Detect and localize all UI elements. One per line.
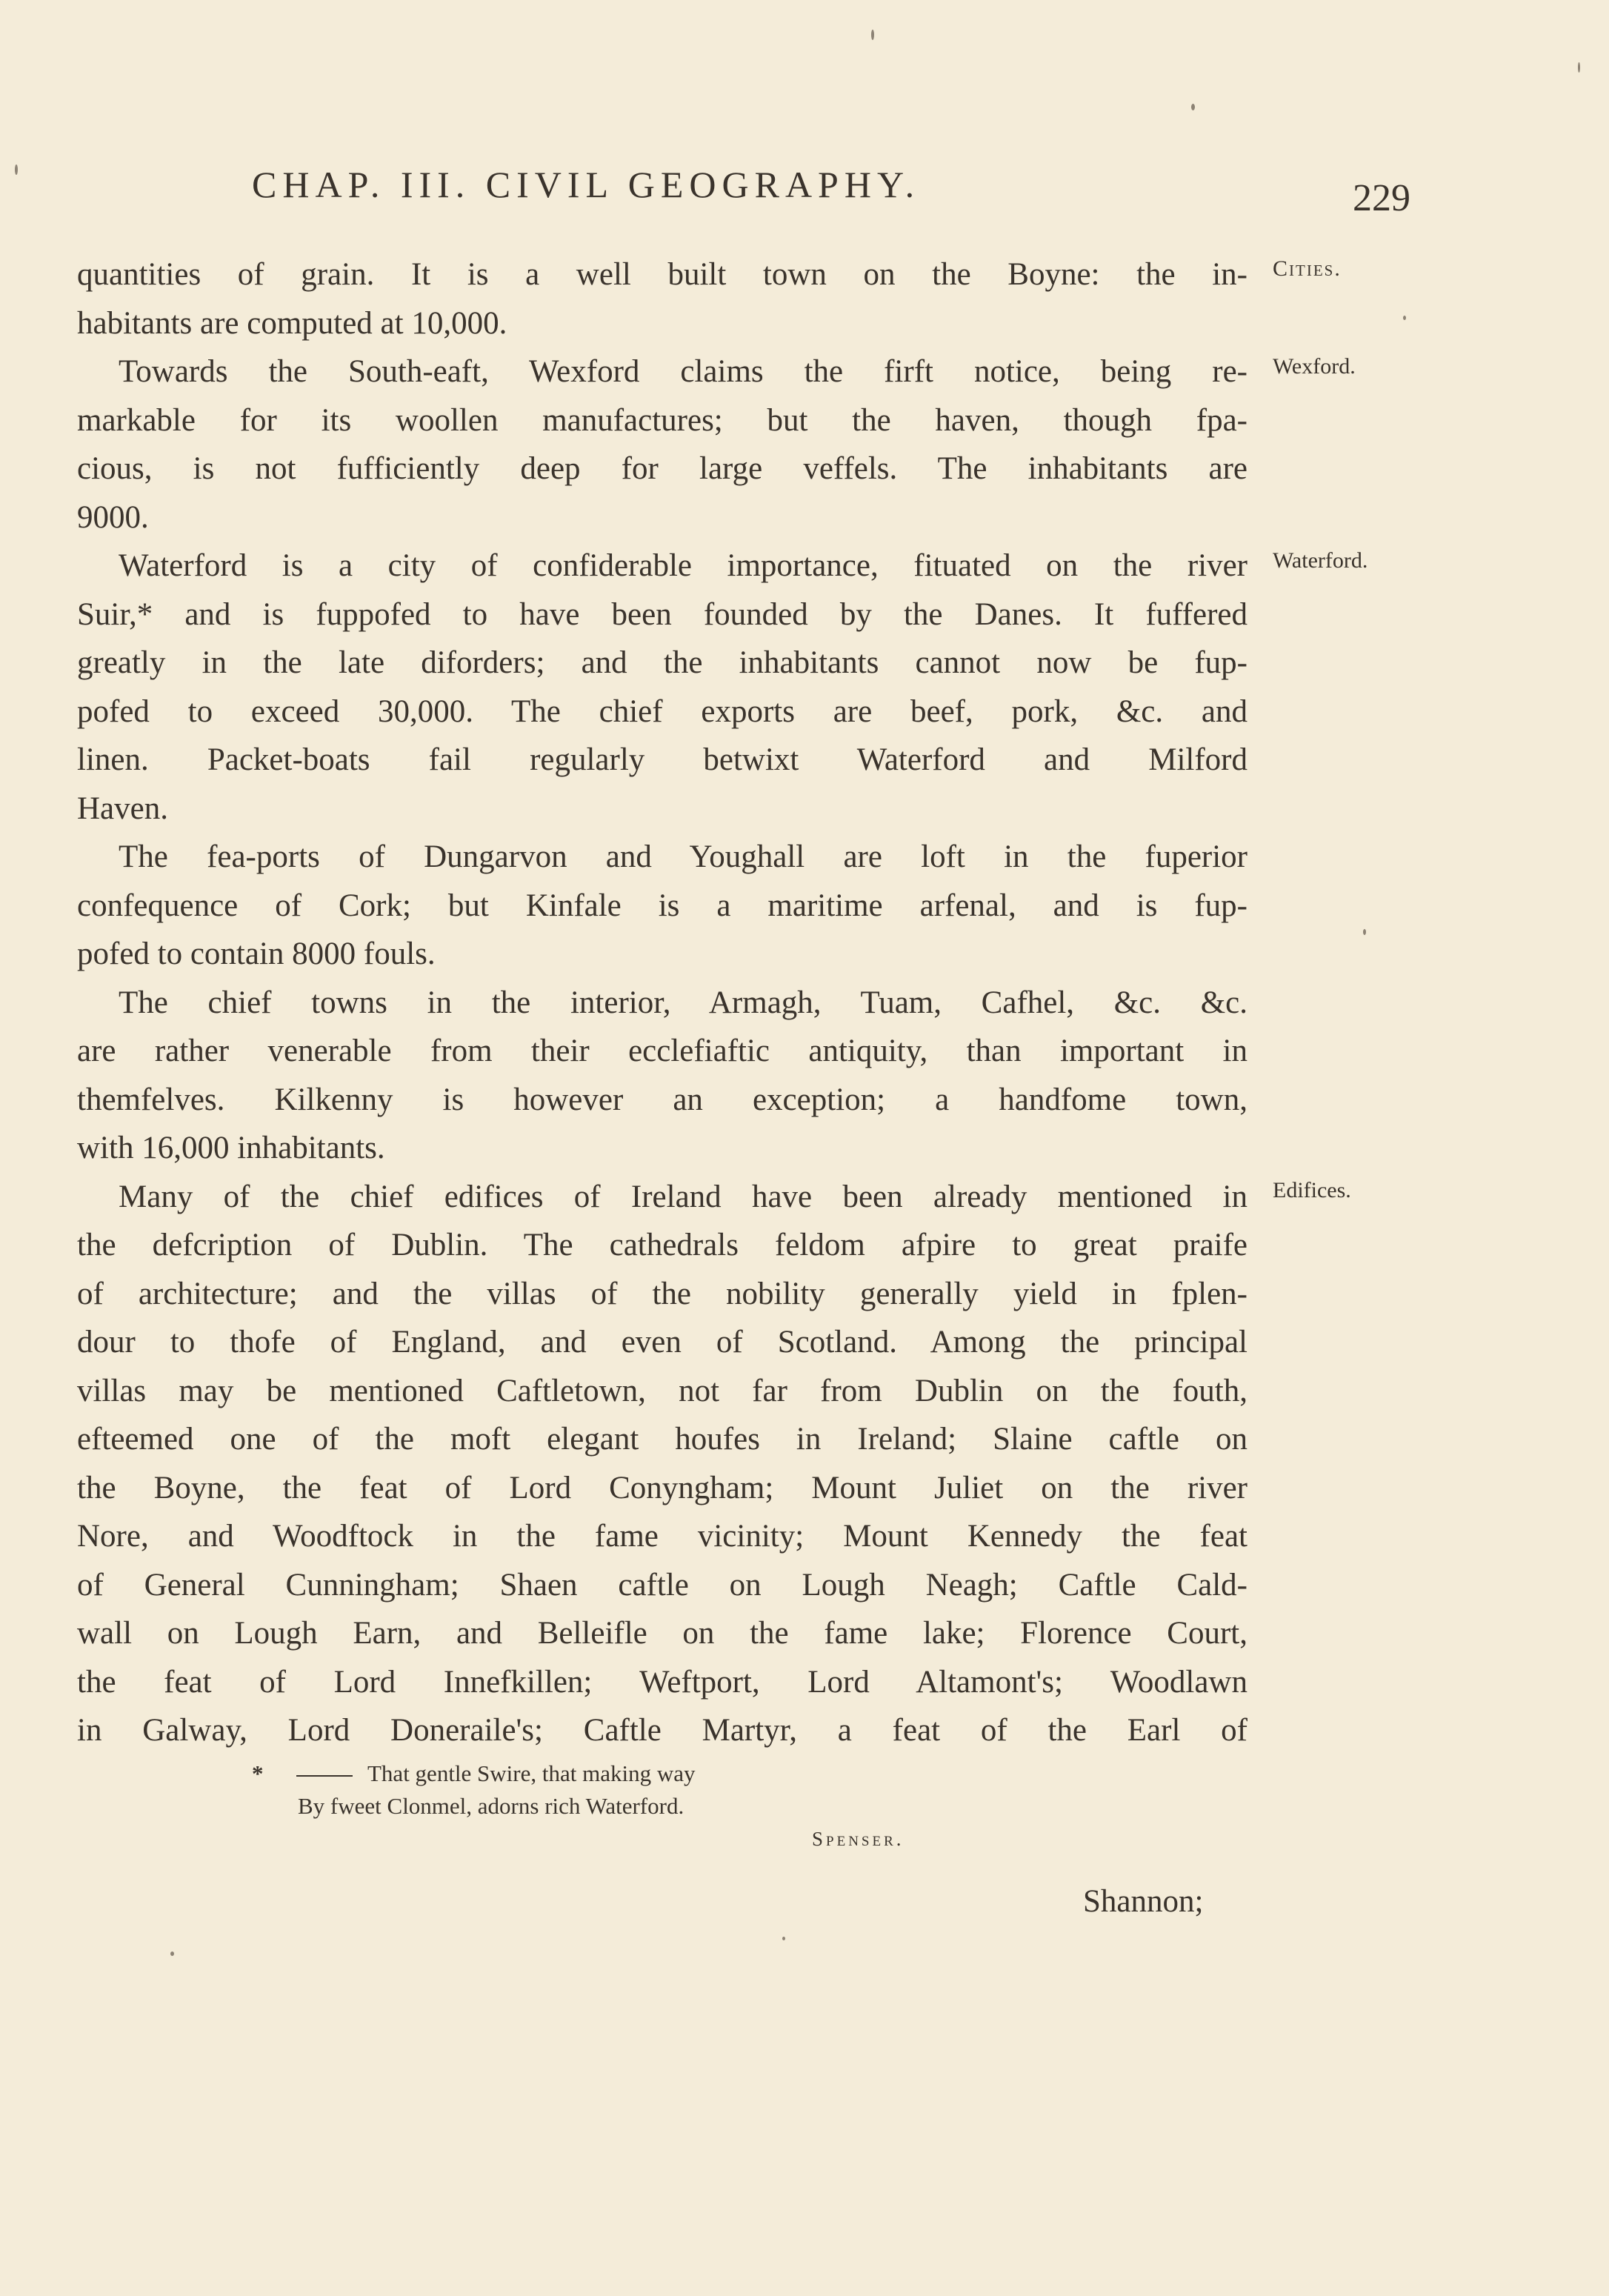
text-line: of architecture; and the villas of the nobility generally yield in fplen- [77,1276,1247,1311]
text-line: the feat of Lord Innefkillen; Weftport, Lord Altamont's; Woodlawn [77,1664,1247,1700]
text-line: habitants are computed at 10,000. [77,305,507,341]
text-line: in Galway, Lord Doneraile's; Caftle Martyr, a feat of the Earl of [77,1713,1247,1748]
side-note-waterford: Waterford. [1273,548,1368,573]
paper-speck [15,164,18,175]
text-line: greatly in the late diforders; and the inhabitants cannot now be fup- [77,645,1247,680]
text-line: Haven. [77,791,168,826]
side-note-edifices: Edifices. [1273,1178,1351,1202]
catchword: Shannon; [1083,1884,1204,1919]
side-note-wexford: Wexford. [1273,354,1356,379]
text-line: The chief towns in the interior, Armagh, Tuam, Cafhel, &c. &c. [119,985,1247,1020]
text-line: linen. Packet-boats fail regularly betwixt Waterford and Milford [77,742,1247,777]
text-line: markable for its woollen manufactures; but the haven, though fpa- [77,402,1247,438]
text-line: pofed to contain 8000 fouls. [77,936,436,971]
footnote-verse-1: That gentle Swire, that making way [367,1760,696,1786]
text-line: villas may be mentioned Caftletown, not far from Dublin on the fouth, [77,1373,1247,1408]
text-line: pofed to exceed 30,000. The chief exports are beef, pork, &c. and [77,693,1247,729]
text-line: Nore, and Woodftock in the fame vicinity; Mount Kennedy the feat [77,1519,1247,1554]
footnote-line [252,1790,919,1823]
footnote-marker: * [252,1760,264,1786]
paper-speck [782,1937,785,1940]
text-line: confequence of Cork; but Kinfale is a maritime arfenal, and is fup- [77,888,1247,923]
footnote-verse-2: By fweet Clonmel, adorns rich Waterford. [298,1793,684,1819]
text-line: wall on Lough Earn, and Belleifle on the fame lake; Florence Court, [77,1616,1247,1651]
footnote-line [252,1757,919,1790]
text-line: 9000. [77,499,149,535]
paper-speck [170,1951,174,1956]
text-line: efteemed one of the moft elegant houfes in Ireland; Slaine caftle on [77,1422,1247,1457]
paper-speck [871,30,874,40]
text-line: cious, is not fufficiently deep for large veffels. The inhabitants are [77,451,1247,486]
paper-speck [1191,104,1195,110]
text-line: dour to thofe of England, and even of Scotland. Among the principal [77,1325,1247,1360]
text-line: are rather venerable from their ecclefiaftic antiquity, than important in [77,1034,1247,1068]
text-line: of General Cunningham; Shaen caftle on Lough Neagh; Caftle Cald- [77,1567,1247,1603]
paper-speck [1403,316,1406,320]
text-line: quantities of grain. It is a well built town on the Boyne: the in- [77,257,1247,292]
footnote-author: Spenser. [812,1828,905,1850]
text-line: Waterford is a city of confiderable importance, fituated on the river [119,548,1247,583]
text-line: themfelves. Kilkenny is however an exception; a handfome town, [77,1082,1247,1117]
text-line: the Boyne, the feat of Lord Conyngham; Mount Juliet on the river [77,1470,1247,1505]
text-line: Suir,* and is fuppofed to have been founded by the Danes. It fuffered [77,596,1247,632]
paper-speck [1363,929,1366,935]
footnote [252,1757,919,1850]
side-note-cities: Cities. [1273,256,1342,281]
text-line: The fea-ports of Dungarvon and Youghall are loft in the fuperior [119,839,1247,874]
text-line: Many of the chief edifices of Ireland have been already mentioned in [119,1179,1247,1214]
page-number: 229 [1353,177,1410,219]
running-title: CHAP. III. CIVIL GEOGRAPHY. [252,164,921,205]
text-line: with 16,000 inhabitants. [77,1131,385,1165]
text-line: Towards the South-eaft, Wexford claims the firft notice, being re- [119,354,1247,389]
paper-speck [1578,62,1580,73]
main-text [77,250,1247,1755]
footnote-dash [296,1775,353,1777]
text-line: the defcription of Dublin. The cathedrals feldom afpire to great praife [77,1228,1247,1262]
